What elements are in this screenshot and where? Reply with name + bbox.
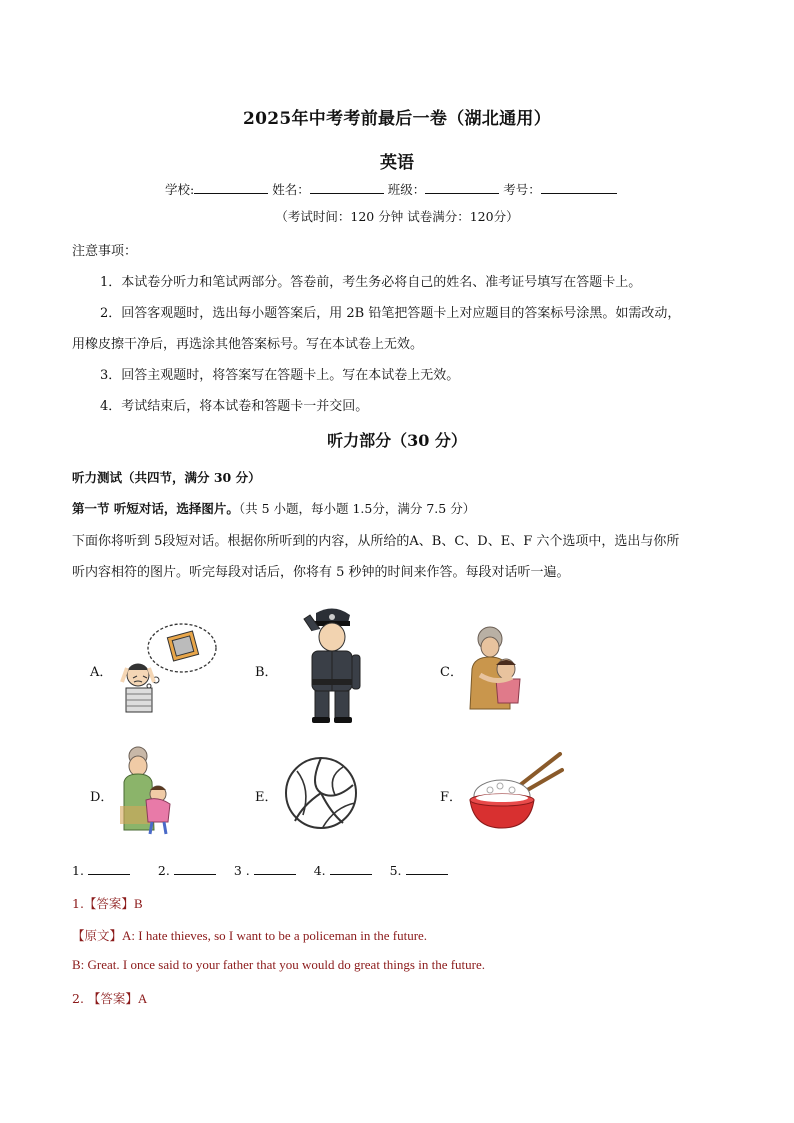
option-e-label: E． (255, 790, 278, 805)
school-blank (194, 181, 268, 194)
exam-no-label: 考号： (503, 182, 541, 197)
answer-line (72, 989, 147, 1007)
blank-label: 2. (157, 863, 170, 878)
answer-blanks-line (72, 862, 464, 878)
notes-heading: 注意事项： (72, 244, 138, 259)
note-item: 1．本试卷分听力和笔试两部分。答卷前，考生务必将自己的姓名、准考证号填写在答题卡上。 (100, 275, 642, 290)
transcript-text: B: Great. I once said to your father that you would do great things in the future. (72, 957, 486, 972)
page-title: 2025年中考考前最后一卷（湖北通用） (242, 109, 551, 129)
transcript-line (72, 957, 485, 973)
answer-value: A (137, 991, 148, 1006)
answer-blank[interactable] (254, 862, 296, 875)
student-info-line (165, 180, 617, 198)
class-label: 班级： (387, 182, 426, 197)
answer-blank[interactable] (174, 862, 216, 875)
exam-time-note: （考试时间：120 分钟 试卷满分：120分） (275, 209, 519, 224)
part1-heading (72, 499, 475, 517)
option-a-label: A． (90, 665, 113, 680)
option-d-label: D． (90, 790, 114, 805)
note-item: 2．回答客观题时，选出每小题答案后，用 2B 铅笔把答题卡上对应题目的答案标号涂黑。如需改动， (100, 306, 681, 321)
note-item: 用橡皮擦干净后，再选涂其他答案标号。写在本试卷上无效。 (72, 337, 424, 352)
option-b-label: B． (255, 665, 278, 680)
answer-line (72, 894, 143, 912)
class-blank (425, 181, 499, 194)
instruction-line: 下面你将听到 5段短对话。根据你所听到的内容，从所给的A、B、C、D、E、F 六个选项中，选出与你所 (72, 534, 680, 549)
note-item: 3．回答主观题时，将答案写在答题卡上。写在本试卷上无效。 (100, 368, 460, 383)
section-title: 听力部分（30 分） (327, 431, 467, 450)
option-c-label: C． (440, 665, 463, 680)
blank-label: 4. (313, 863, 326, 878)
grandmother-hugging-child-icon (466, 625, 524, 713)
note-item: 4．考试结束后，将本试卷和答题卡一并交回。 (100, 399, 369, 414)
part1-scoring: （共 5 小题，每小题 1.5分，满分 7.5 分） (238, 501, 476, 516)
exam-no-blank (541, 181, 617, 194)
part1-bold-label: 第一节 听短对话，选择图片。 (72, 501, 239, 516)
answer-blank[interactable] (88, 862, 130, 875)
blank-label: 3 . (233, 863, 250, 878)
answer-blank[interactable] (406, 862, 448, 875)
transcript-label: 【原文】 (72, 928, 123, 943)
instruction-line: 听内容相符的图片。听完每段对话后，你将有 5 秒钟的时间来作答。每段对话听一遍。 (72, 565, 570, 580)
listening-test-title: 听力测试（共四节，满分 30 分） (72, 470, 261, 485)
volleyball-icon (283, 755, 363, 835)
angry-boy-thinking-icon (118, 620, 222, 720)
answer-label: 2. 【答案】 (72, 991, 138, 1006)
blank-label: 5. (389, 863, 402, 878)
option-f-label: F． (440, 790, 463, 805)
police-officer-saluting-icon (290, 605, 370, 725)
grandmother-with-child-icon (118, 746, 174, 838)
transcript-line (72, 926, 427, 944)
name-blank (310, 181, 384, 194)
answer-value: B (133, 896, 143, 911)
school-label: 学校: (165, 182, 195, 197)
subject-title: 英语 (380, 153, 414, 173)
transcript-text: A: I hate thieves, so I want to be a policeman in the future. (122, 928, 428, 943)
answer-blank[interactable] (330, 862, 372, 875)
answer-label: 1.【答案】 (72, 896, 134, 911)
name-label: 姓名： (272, 182, 310, 197)
rice-bowl-chopsticks-icon (466, 752, 564, 832)
blank-label: 1. (72, 863, 84, 878)
